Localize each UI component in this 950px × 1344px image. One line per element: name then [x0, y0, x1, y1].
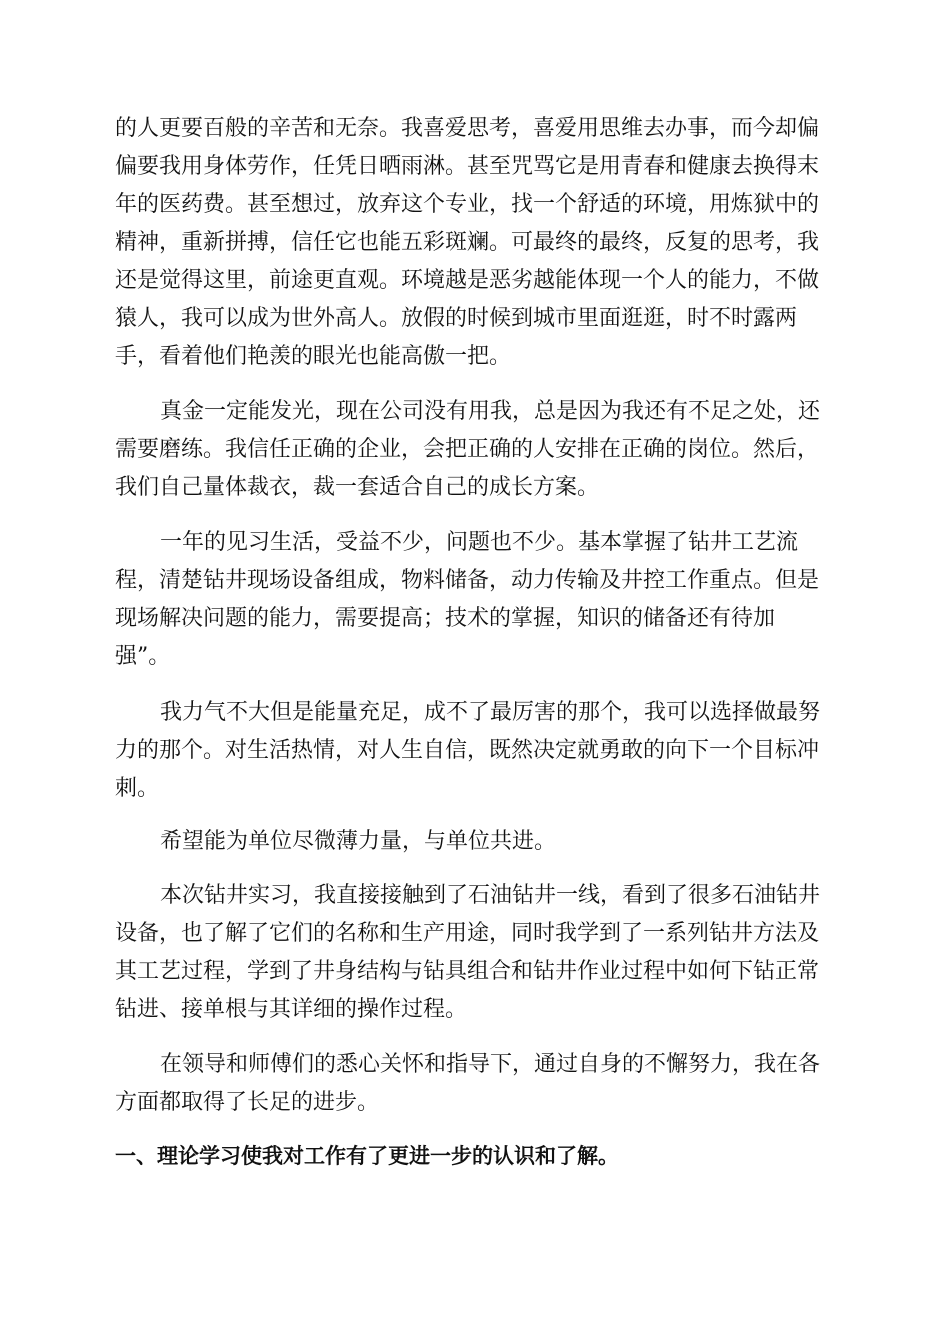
paragraph-line: 设备，也了解了它们的名称和生产用途，同时我学到了一系列钻井方法及: [115, 921, 820, 946]
paragraph-3: [115, 524, 835, 676]
paragraph-line: 年的医药费。甚至想过，放弃这个专业，找一个舒适的环境，用炼狱中的: [115, 192, 820, 217]
section-heading: 一、理论学习使我对工作有了更进一步的认识和了解。: [115, 1144, 619, 1168]
paragraph-line: 手，看着他们艳羡的眼光也能高傲一把。: [115, 344, 512, 369]
paragraph-line: 偏要我用身体劳作，任凭日晒雨淋。甚至咒骂它是用青春和健康去换得末: [115, 154, 820, 179]
paragraph-line: 猿人，我可以成为世外高人。放假的时候到城市里面逛逛，时不时露两: [115, 306, 798, 331]
paragraph-line: 程，清楚钻井现场设备组成，物料储备，动力传输及井控工作重点。但是: [115, 568, 820, 593]
paragraph-7: [115, 1046, 835, 1122]
paragraph-2: [115, 393, 835, 507]
paragraph-line: 我们自己量体裁衣，裁一套适合自己的成长方案。: [115, 475, 600, 500]
paragraph-line: 还是觉得这里，前途更直观。环境越是恶劣越能体现一个人的能力，不做: [115, 268, 820, 293]
paragraph-line: 方面都取得了长足的进步。: [115, 1090, 380, 1115]
paragraph-line: 钻进、接单根与其详细的操作过程。: [115, 997, 468, 1022]
paragraph-line: 真金一定能发光，现在公司没有用我，总是因为我还有不足之处，还: [160, 399, 821, 424]
paragraph-1: [115, 110, 835, 376]
paragraph-line: 精神，重新拼搏，信任它也能五彩斑斓。可最终的最终，反复的思考，我: [115, 230, 820, 255]
paragraph-line: 需要磨练。我信任正确的企业，会把正确的人安排在正确的岗位。然后，: [115, 437, 820, 462]
paragraph-line: 力的那个。对生活热情，对人生自信，既然决定就勇敢的向下一个目标冲: [115, 738, 820, 763]
paragraph-line: 希望能为单位尽微薄力量，与单位共进。: [160, 829, 557, 854]
paragraph-6: [115, 877, 835, 1029]
paragraph-line: 强”。: [115, 644, 171, 669]
paragraph-5: [115, 823, 835, 861]
paragraph-line: 现场解决问题的能力，需要提高；技术的掌握，知识的储备还有待加: [115, 606, 776, 631]
paragraph-line: 一年的见习生活，受益不少，问题也不少。基本掌握了钻井工艺流: [160, 530, 799, 555]
paragraph-line: 在领导和师傅们的悉心关怀和指导下，通过自身的不懈努力，我在各: [160, 1052, 821, 1077]
paragraph-line: 的人更要百般的辛苦和无奈。我喜爱思考，喜爱用思维去办事，而今却偏: [115, 116, 820, 141]
paragraph-line: 本次钻井实习，我直接接触到了石油钻井一线，看到了很多石油钻井: [160, 883, 821, 908]
paragraph-line: 其工艺过程，学到了井身结构与钻具组合和钻井作业过程中如何下钻正常: [115, 959, 820, 984]
paragraph-line: 刺。: [115, 776, 160, 801]
paragraph-4: [115, 694, 835, 808]
paragraph-line: 我力气不大但是能量充足，成不了最厉害的那个，我可以选择做最努: [160, 700, 821, 725]
